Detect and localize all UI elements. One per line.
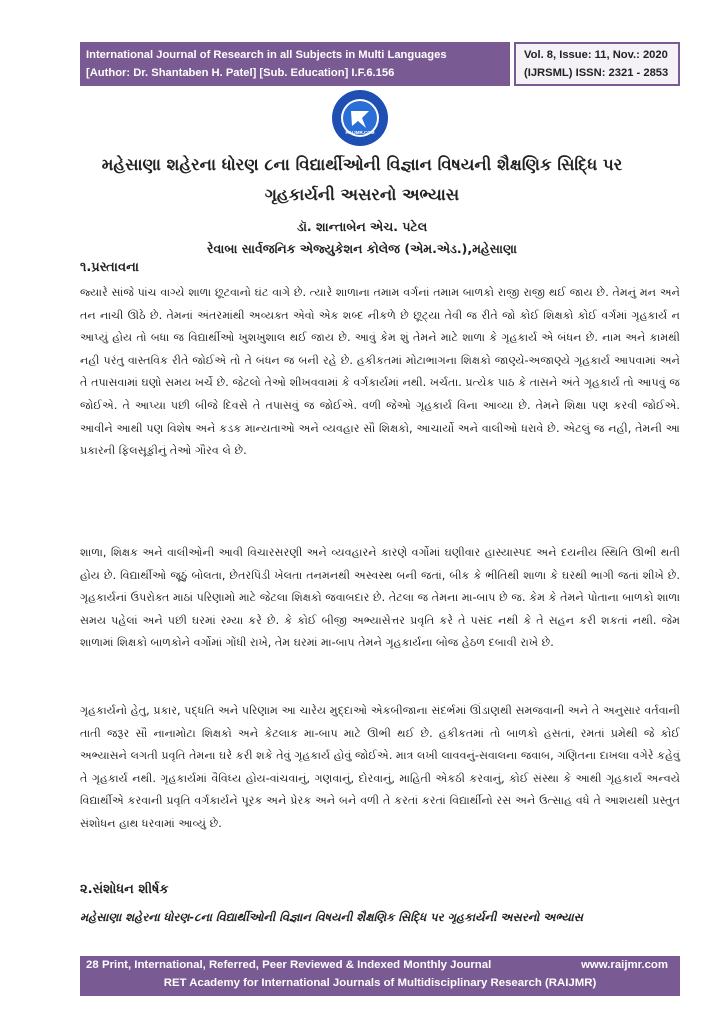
section-2-heading: ૨.સંશોધન શીર્ષક xyxy=(80,882,169,897)
author-affiliation: રેવાબા સાર્વજનિક એજ્યુકેશન કોલેજ (એમ.એડ.),મહેસાણા xyxy=(207,241,517,256)
issn: (IJRSML) ISSN: 2321 - 2853 xyxy=(524,67,669,79)
journal-header-right xyxy=(514,42,680,86)
page-number: 28 xyxy=(86,959,99,971)
author-name: ડૉ. શાન્તાબેન એચ. પટેલ xyxy=(296,219,428,234)
research-title: મહેસાણા શહેરના ધોરણ-૮ના વિદ્યાર્થીઓની વિજ્ઞાન વિષયની શૈક્ષણિક સિદ્ધિ પર ગૃહકાર્યની અસરનો અભ્યાસ xyxy=(80,910,583,924)
footer-journal-type: Print, International, Referred, Peer Reviewed & Indexed Monthly Journal xyxy=(102,959,492,971)
footer-publisher: RET Academy for International Journals of Multidisciplinary Research (RAIJMR) xyxy=(163,977,597,989)
journal-header xyxy=(80,42,680,86)
raijmr-logo xyxy=(330,88,390,148)
journal-footer xyxy=(80,956,680,996)
paragraph-3: ગૃહકાર્યનો હેતુ, પ્રકાર, પદ્ધતિ અને પરિણામ આ ચારેય મુદ્દાઓ એકબીજાના સંદર્ભમાં ઊંડાણથી સમજવાની અને તે અનુસાર વર્તવાની તાતી જરૂર સૌ નાનામોટા શિક્ષકો અને કેટલાક મા-બાપ માટે ઊભી થઈ છે. હકીકતમાં તો બાળકો હસતાં, રમતાં પ્રમેથી જે કોઈ અભ્યાસને લગતી પ્રવૃતિ તેમના ઘરે કરી શકે તેવું ગૃહકાર્ય હોવું જોઈએ. માત્ર લખી લાવવનું-સવાલના જવાબ, ગણિતના દાખલા વગેરે કહેવું તે ગૃહકાર્ય નથી. ગૃહકાર્યમાં વૈવિધ્ય હોય-વાંચવાનું, ગણવાનું, દોરવાનું, માહિતી એકઠી કરવાનું, કોઈ સંસ્થા કે આથી ગૃહકાર્ય અન્વયે વિદ્યાર્થીએ કરવાની પ્રવૃતિ વર્ગકાર્યને પૂરક અને પ્રેરક અને બને વળી તે કરતાં કરતાં વિદ્યાર્થીનો રસ અને ઉત્સાહ વધે તે આશયથી પ્રસ્તુત સંશોધન હાથ ધરવામાં આવ્યું છે. xyxy=(80,704,680,830)
title-line-1: મહેસાણા શહેરના ધોરણ ૮ના વિદ્યાર્થીઓની વિજ્ઞાન વિષયની શૈક્ષણિક સિદ્ધિ પર xyxy=(101,155,623,174)
title-line-2: ગૃહકાર્યની અસરનો અભ્યાસ xyxy=(264,185,460,204)
paper-title xyxy=(60,150,664,210)
journal-header-left xyxy=(80,42,510,86)
logo-text: RAIJMR.COM xyxy=(345,130,375,135)
paragraph-2: શાળા, શિક્ષક અને વાલીઓની આવી વિચારસરણી અને વ્યવહારને કારણે વર્ગોમાં ઘણીવાર હાસ્યાસ્પદ અને દયનીય સ્થિતિ ઊભી થતી હોય છે. વિદ્યાર્થીઓ જૂઠું બોલતા, છેતરપિંડી ખેલતા તનમનથી અસ્વસ્થ બની જતાં, બીક કે ભીતિથી શાળા કે ઘરથી ભાગી જતાં શીખે છે. ગૃહકાર્યનાં ઉપરોક્ત માઠાં પરિણામો માટે જેટલા શિક્ષકો જવાબદાર છે. તેટલા જ તેમના મા-બાપ છે જ. કેમ કે તેમને પોતાના બાળકો શાળા સમય પહેલાં અને પછી ઘરમાં રમ્યા કરે છે. કે કોઈ બીજી અભ્યાસેત્તર પ્રવૃતિ કરે તે પસંદ નથી કે તે સહન કરી શકતાં નથી. જેમ શાળામાં શિક્ષકો બાળકોને વર્ગોમાં ગોંધી રાખે, તેમ ઘરમાં મા-બાપ તેમને ગૃહકાર્યના બોજ હેઠળ દબાવી રાખે છે. xyxy=(80,546,680,650)
paragraph-1: જ્યારે સાંજે પાંચ વાગ્યે શાળા છૂટવાનો ઘંટ વાગે છે. ત્યારે શાળાના તમામ વર્ગનાં તમામ બાળકો રાજી રાજી થઈ જાય છે. તેમનું મન અને તન નાચી ઊઠે છે. તેમનાં અંતરમાંથી અવ્યક્ત એવો એક શબ્દ નીકળે છે છૂટ્યા તેવી જ રીતે જો કોઈ શિક્ષકો કોઈ વર્ગમાં ગૃહકાર્ય ન આપ્યું હોય તો બધા જ વિદ્યાર્થીઓ ખુશખુશાલ થઈ જાય છે. આવું કેમ શું તેમને માટે શાળા કે ગૃહકાર્ય એ બંધન છે. નામ અને કામથી નહી પરંતુ વાસ્તવિક રીતે જોઈએ તો તે બંધન જ બની રહે છે. હકીકતમાં મોટાભાગના શિક્ષકો જાણ્યે-અજાણ્યે ગૃહકાર્ય આપવામાં અને તે તપાસવામાં ઘણો સમય ખર્ચે છે. જેટલો તેઓ શીખવવામાં કે વર્ગકાર્યમાં નથી. ખર્ચતા. પ્રત્યેક પાઠ કે તાસને અંતે ગૃહકાર્ય તો આપવું જ જોઈએ. તે આપ્યા પછી બીજે દિવસે તે તપાસવું જ જોઈએ. વળી જેઓ ગૃહકાર્ય વિના આવ્યા છે. તેમને શિક્ષા પણ કરવી જોઈએ. આવીને આથી પણ વિશેષ અને કડક માન્યતાઓ અને વ્યવહાર સૌ શિક્ષકો, આચાર્યો અને વાલીઓ ધરાવે છે. એટલું જ નહી, તેમની આ પ્રકારની ફિલસૂફીનું તેઓ ગૌરવ લે છે. xyxy=(80,286,680,458)
volume-issue: Vol. 8, Issue: 11, Nov.: 2020 xyxy=(524,49,668,61)
section-1-heading: ૧.પ્રસ્તાવના xyxy=(80,260,139,275)
footer-url[interactable]: www.raijmr.com xyxy=(581,959,668,971)
journal-name: International Journal of Research in all Subjects in Multi Languages xyxy=(86,49,447,61)
author-block xyxy=(60,216,664,260)
author-subject-line: [Author: Dr. Shantaben H. Patel] [Sub. Education] I.F.6.156 xyxy=(86,67,395,79)
